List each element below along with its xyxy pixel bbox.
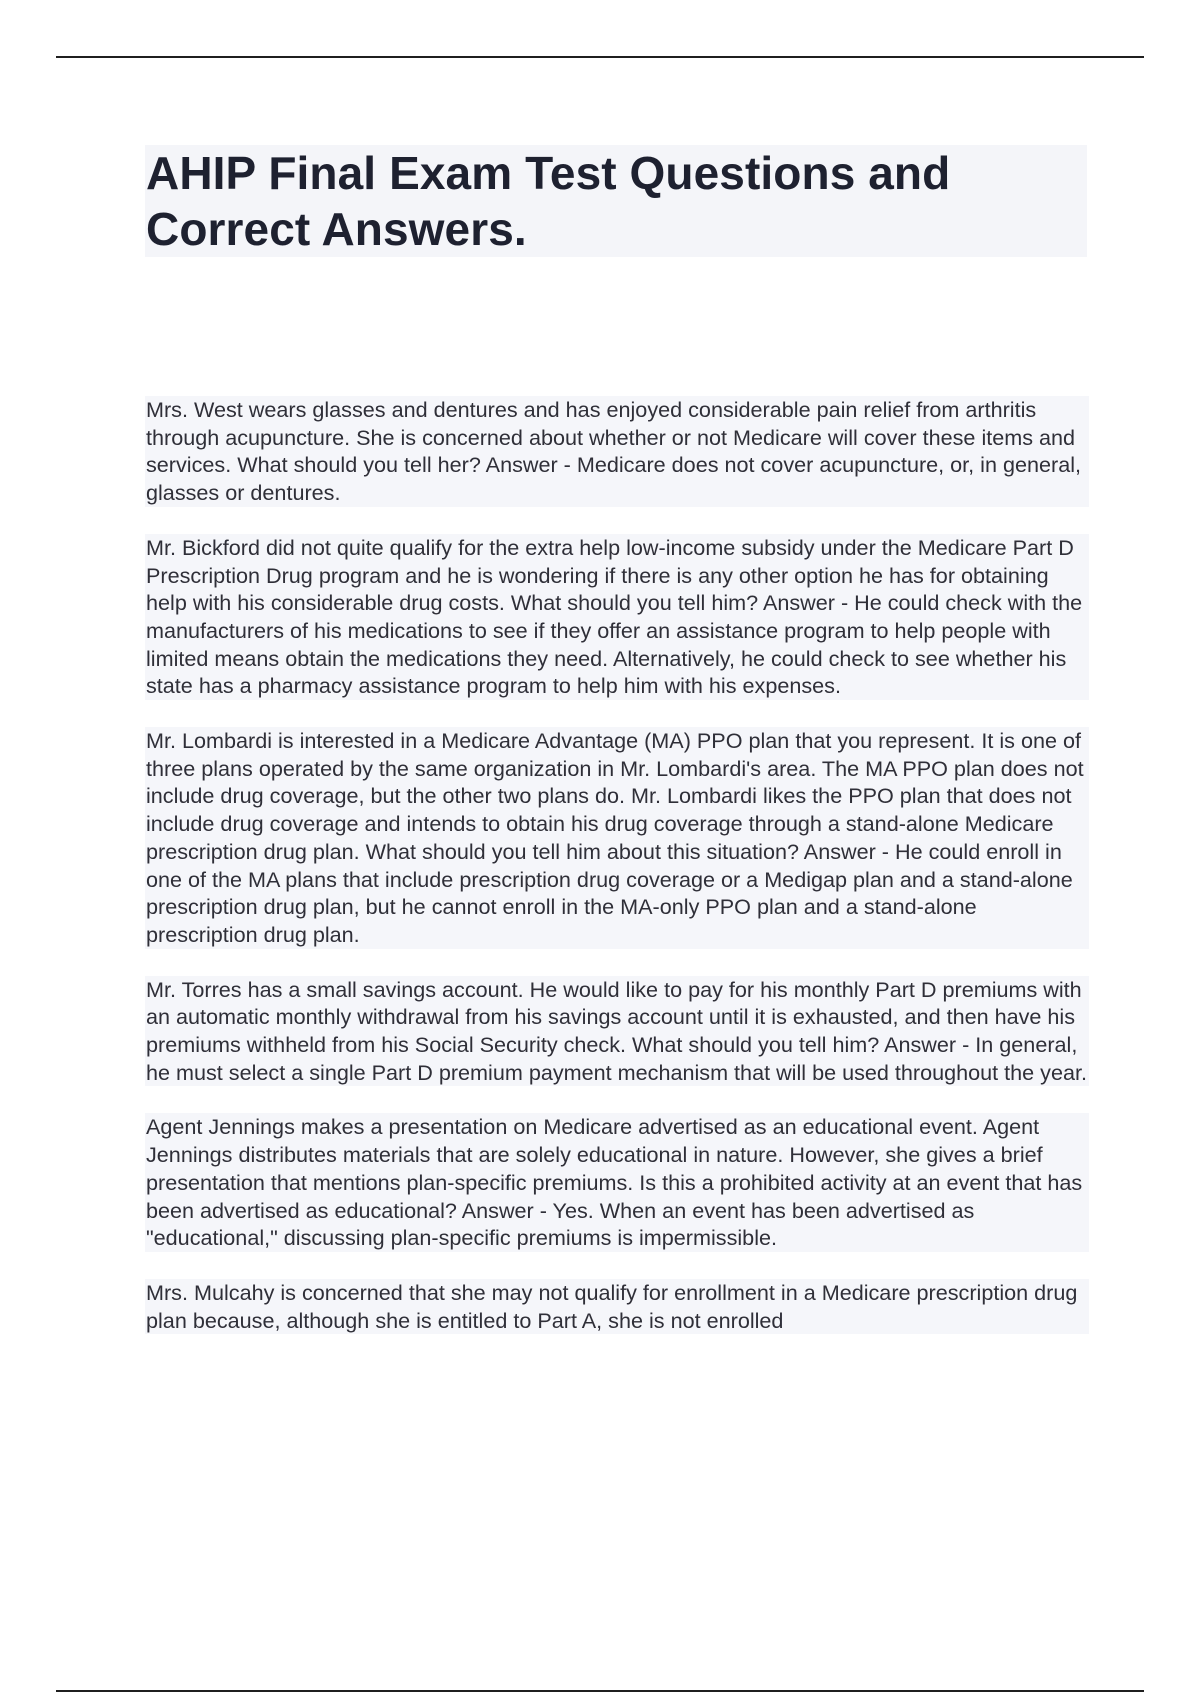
document-title: AHIP Final Exam Test Questions and Correct Answers. [146, 147, 951, 255]
qa-entry-torres: Mr. Torres has a small savings account. He would like to pay for his monthly Part D premiums with an automatic monthly withdrawal from his savings account until it is exhausted, and then have his premiums withheld from his Social Security check. What should you tell him? Answer - In general, he must select a single Part D premium payment mechanism that will be used throughout the year. [146, 976, 1087, 1085]
qa-entry-bickford: Mr. Bickford did not quite qualify for the extra help low-income subsidy under the Medicare Part D Prescription Drug program and he is wondering if there is any other option he has for obtaining help with his considerable drug costs. What should you tell him? Answer - He could check with the manufacturers of his medications to see if they offer an assistance program to help people with limited means obtain the medications they need. Alternatively, he could check to see whether his state has a pharmacy assistance program to help him with his expenses. [145, 534, 1089, 700]
qa-list [145, 396, 1089, 1361]
qa-entry-lombardi: Mr. Lombardi is interested in a Medicare Advantage (MA) PPO plan that you represent. It is one of three plans operated by the same organization in Mr. Lombardi's area. The MA PPO plan does not include drug coverage, but the other two plans do. Mr. Lombardi likes the PPO plan that does not include drug coverage and intends to obtain his drug coverage through a stand-alone Medicare prescription drug plan. What should you tell him about this situation? Answer - He could enroll in one of the MA plans that include prescription drug coverage or a Medigap plan and a stand-alone prescription drug plan, but he cannot enroll in the MA-only PPO plan and a stand-alone prescription drug plan. [145, 727, 1089, 949]
qa-entry-jennings: Agent Jennings makes a presentation on Medicare advertised as an educational event. Agent Jennings distributes materials that are solely educational in nature. However, she gives a brief presentation that mentions plan-specific premiums. Is this a prohibited activity at an event that has been advertised as educational? Answer - Yes. When an event has been advertised as "educational," discussing plan-specific premiums is impermissible. [145, 1113, 1089, 1252]
header-rule [56, 56, 1144, 58]
qa-entry-west: Mrs. West wears glasses and dentures and has enjoyed considerable pain relief from arthritis through acupuncture. She is concerned about whether or not Medicare will cover these items and services. What should you tell her? Answer - Medicare does not cover acupuncture, or, in general, glasses or dentures. [145, 396, 1089, 507]
qa-entry-mulcahy: Mrs. Mulcahy is concerned that she may not qualify for enrollment in a Medicare prescription drug plan because, although she is entitled to Part A, she is not enrolled [145, 1279, 1089, 1334]
footer-rule [56, 1690, 1144, 1692]
title-block [145, 145, 1087, 257]
